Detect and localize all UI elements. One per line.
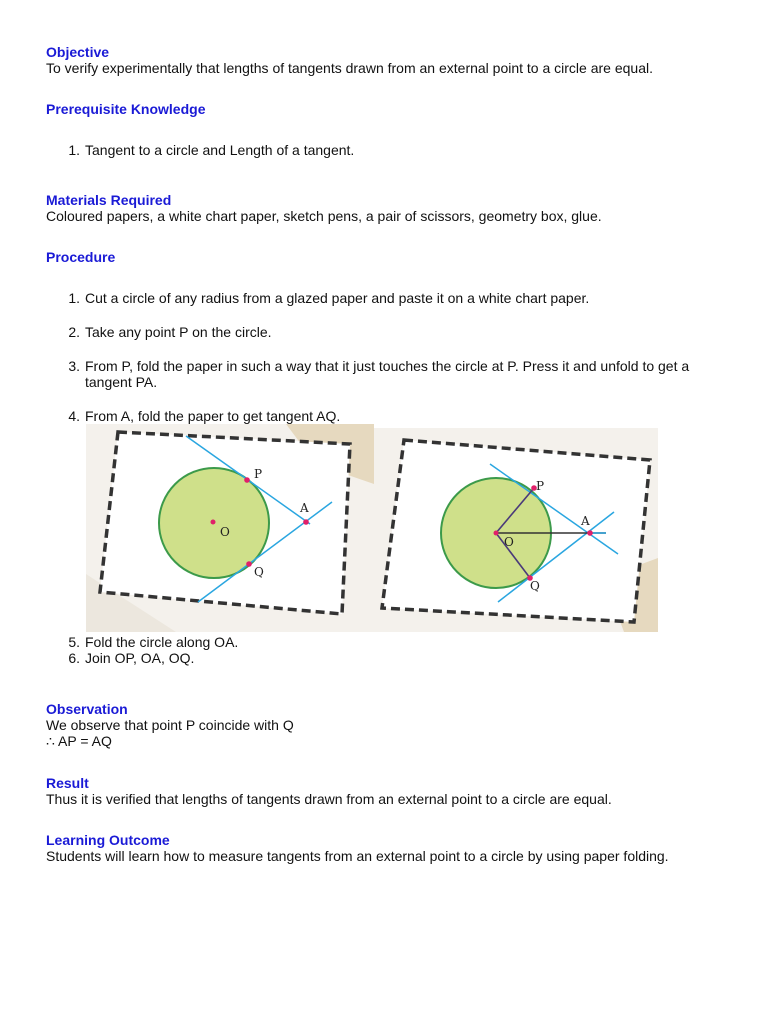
list-number: 1. [68,290,80,306]
label-p: P [536,479,545,493]
learning-outcome-section [46,832,746,864]
point-a [303,519,309,525]
learning-outcome-heading: Learning Outcome [46,832,170,848]
procedure-step-text: From A, fold the paper to get tangent AQ. [85,408,341,424]
list-number: 2. [68,324,80,340]
materials-section [46,192,746,224]
objective-heading: Objective [46,44,110,60]
list-number: 5. [68,634,80,650]
figure-tangents-right [374,428,658,632]
list-number: 1. [68,142,80,158]
objective-text: To verify experimentally that lengths of tangents drawn from an external point to a circle are equal. [46,60,653,76]
learning-outcome-text: Students will learn how to measure tangents from an external point to a circle by using paper folding. [46,848,669,864]
label-q: Q [530,579,540,593]
observation-line-1: We observe that point P coincide with Q [46,717,294,733]
figure-right-svg [374,428,658,632]
figure-left-svg [86,424,374,632]
label-a: A [581,514,590,528]
point-a [587,530,593,536]
observation-heading: Observation [46,701,128,717]
prerequisite-section [46,101,746,117]
result-heading: Result [46,775,89,791]
label-a: A [300,501,309,515]
label-o: O [220,525,230,539]
observation-section [46,701,746,749]
prerequisite-item-text: Tangent to a circle and Length of a tangent. [85,142,355,158]
point-p [244,477,250,483]
prerequisite-heading: Prerequisite Knowledge [46,101,206,117]
procedure-step-text: From P, fold the paper in such a way that it just touches the circle at P. Press it and unfold to get a tangent PA. [85,358,690,390]
list-number: 4. [68,408,80,424]
label-p: P [254,467,263,481]
point-o [494,531,499,536]
procedure-step-text: Cut a circle of any radius from a glazed paper and paste it on a white chart paper. [85,290,590,306]
figure-tangents-left [86,424,374,632]
materials-heading: Materials Required [46,192,172,208]
procedure-section [46,249,746,265]
procedure-step-text: Fold the circle along OA. [85,634,239,650]
procedure-heading: Procedure [46,249,116,265]
procedure-step-text: Join OP, OA, OQ. [85,650,195,666]
result-section [46,775,746,807]
materials-text: Coloured papers, a white chart paper, sketch pens, a pair of scissors, geometry box, glue. [46,208,602,224]
point-o [211,520,216,525]
result-text: Thus it is verified that lengths of tangents drawn from an external point to a circle are equal. [46,791,612,807]
point-q [246,561,252,567]
list-number: 6. [68,650,80,666]
procedure-step-text: Take any point P on the circle. [85,324,272,340]
objective-section [46,44,746,76]
observation-line-2: ∴ AP = AQ [46,733,112,749]
label-q: Q [254,565,264,579]
label-o: O [504,535,514,549]
list-number: 3. [68,358,80,374]
